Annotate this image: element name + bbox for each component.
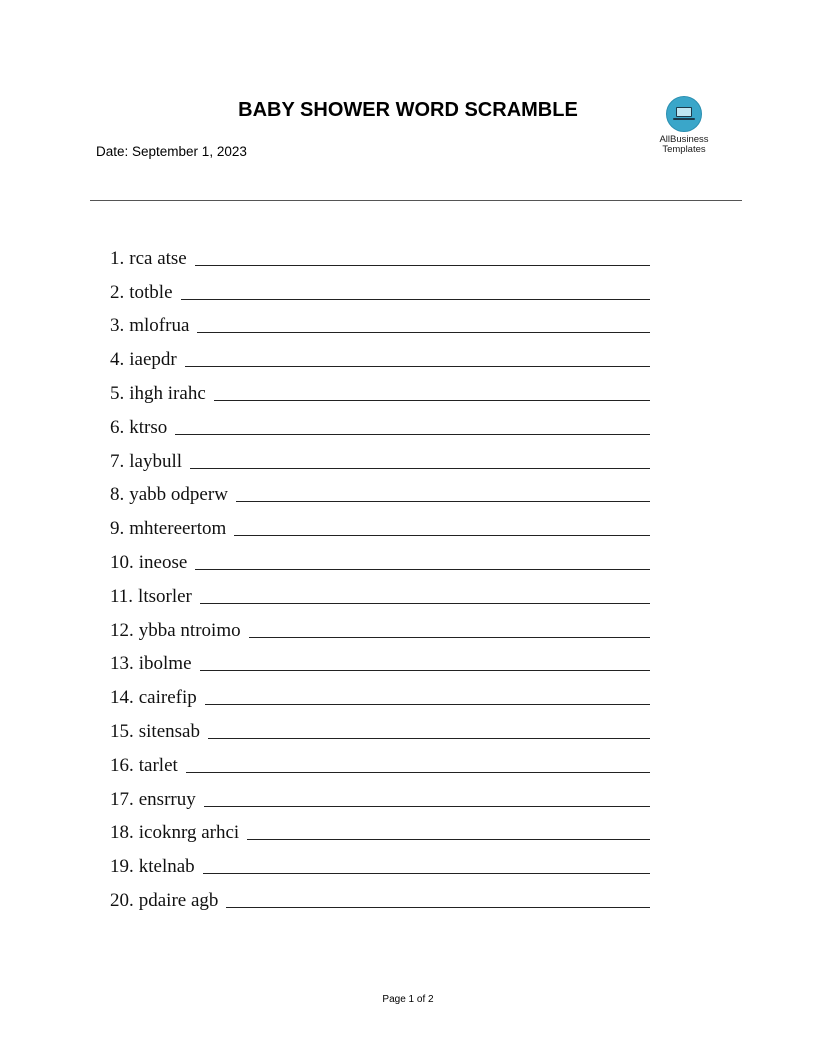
list-item xyxy=(110,743,650,777)
scrambled-word: ybba ntroimo xyxy=(138,619,241,641)
list-item xyxy=(110,777,650,811)
answer-line[interactable] xyxy=(234,534,650,536)
scrambled-word: sitensab xyxy=(138,720,200,742)
scrambled-word: ensrruy xyxy=(138,788,196,810)
list-item xyxy=(110,371,650,405)
scrambled-word: icoknrg arhci xyxy=(138,822,240,844)
scrambled-word: ihgh irahc xyxy=(129,382,206,404)
scrambled-word: iaepdr xyxy=(129,349,177,371)
item-number: 17. xyxy=(110,788,134,810)
scrambled-word: ltsorler xyxy=(138,585,192,607)
date-label: Date: September 1, 2023 xyxy=(96,144,247,159)
scrambled-word: ktrso xyxy=(129,416,168,438)
list-item xyxy=(110,878,650,912)
item-number: 8. xyxy=(110,484,125,506)
list-item xyxy=(110,473,650,507)
answer-line[interactable] xyxy=(205,703,650,705)
answer-line[interactable] xyxy=(195,264,650,266)
item-number: 16. xyxy=(110,754,134,776)
answer-line[interactable] xyxy=(195,568,650,570)
answer-line[interactable] xyxy=(200,602,650,604)
list-item xyxy=(110,574,650,608)
scramble-list xyxy=(110,236,650,912)
list-item xyxy=(110,811,650,845)
scrambled-word: ineose xyxy=(138,551,188,573)
list-item xyxy=(110,304,650,338)
scrambled-word: laybull xyxy=(129,450,183,472)
scrambled-word: ibolme xyxy=(138,653,192,675)
answer-line[interactable] xyxy=(200,669,650,671)
item-number: 5. xyxy=(110,382,125,404)
item-number: 11. xyxy=(110,585,134,607)
list-item xyxy=(110,844,650,878)
item-number: 10. xyxy=(110,551,134,573)
list-item xyxy=(110,608,650,642)
answer-line[interactable] xyxy=(197,331,650,333)
item-number: 20. xyxy=(110,889,134,911)
list-item xyxy=(110,540,650,574)
item-number: 6. xyxy=(110,416,125,438)
scrambled-word: mlofrua xyxy=(129,315,190,337)
item-number: 19. xyxy=(110,856,134,878)
logo-text xyxy=(650,135,718,155)
laptop-icon xyxy=(666,96,702,132)
list-item xyxy=(110,439,650,473)
scrambled-word: pdaire agb xyxy=(138,889,219,911)
page-footer: Page 1 of 2 xyxy=(382,994,434,1005)
answer-line[interactable] xyxy=(214,399,650,401)
answer-line[interactable] xyxy=(204,805,650,807)
scrambled-word: tarlet xyxy=(138,754,178,776)
item-number: 12. xyxy=(110,619,134,641)
logo-text-line1: AllBusiness xyxy=(659,134,709,145)
list-item xyxy=(110,405,650,439)
item-number: 3. xyxy=(110,315,125,337)
item-number: 1. xyxy=(110,247,125,269)
answer-line[interactable] xyxy=(247,838,650,840)
scrambled-word: mhtereertom xyxy=(129,518,227,540)
header-divider xyxy=(90,200,742,201)
item-number: 4. xyxy=(110,349,125,371)
item-number: 7. xyxy=(110,450,125,472)
logo-text-line2: Templates xyxy=(662,144,706,155)
list-item xyxy=(110,642,650,676)
item-number: 18. xyxy=(110,822,134,844)
item-number: 14. xyxy=(110,687,134,709)
answer-line[interactable] xyxy=(236,500,650,502)
allbusiness-logo xyxy=(650,96,718,155)
list-item xyxy=(110,709,650,743)
list-item xyxy=(110,506,650,540)
item-number: 9. xyxy=(110,518,125,540)
answer-line[interactable] xyxy=(203,872,650,874)
list-item xyxy=(110,337,650,371)
scrambled-word: ktelnab xyxy=(138,856,195,878)
item-number: 15. xyxy=(110,720,134,742)
answer-line[interactable] xyxy=(249,636,650,638)
page-title: BABY SHOWER WORD SCRAMBLE xyxy=(238,99,578,121)
scrambled-word: rca atse xyxy=(129,247,187,269)
answer-line[interactable] xyxy=(186,771,650,773)
answer-line[interactable] xyxy=(181,298,650,300)
answer-line[interactable] xyxy=(208,737,650,739)
answer-line[interactable] xyxy=(226,906,650,908)
list-item xyxy=(110,675,650,709)
answer-line[interactable] xyxy=(185,365,650,367)
item-number: 2. xyxy=(110,281,125,303)
list-item xyxy=(110,270,650,304)
scrambled-word: totble xyxy=(129,281,173,303)
answer-line[interactable] xyxy=(190,467,650,469)
scrambled-word: yabb odperw xyxy=(129,484,228,506)
item-number: 13. xyxy=(110,653,134,675)
scrambled-word: cairefip xyxy=(138,687,197,709)
answer-line[interactable] xyxy=(175,433,650,435)
list-item xyxy=(110,236,650,270)
